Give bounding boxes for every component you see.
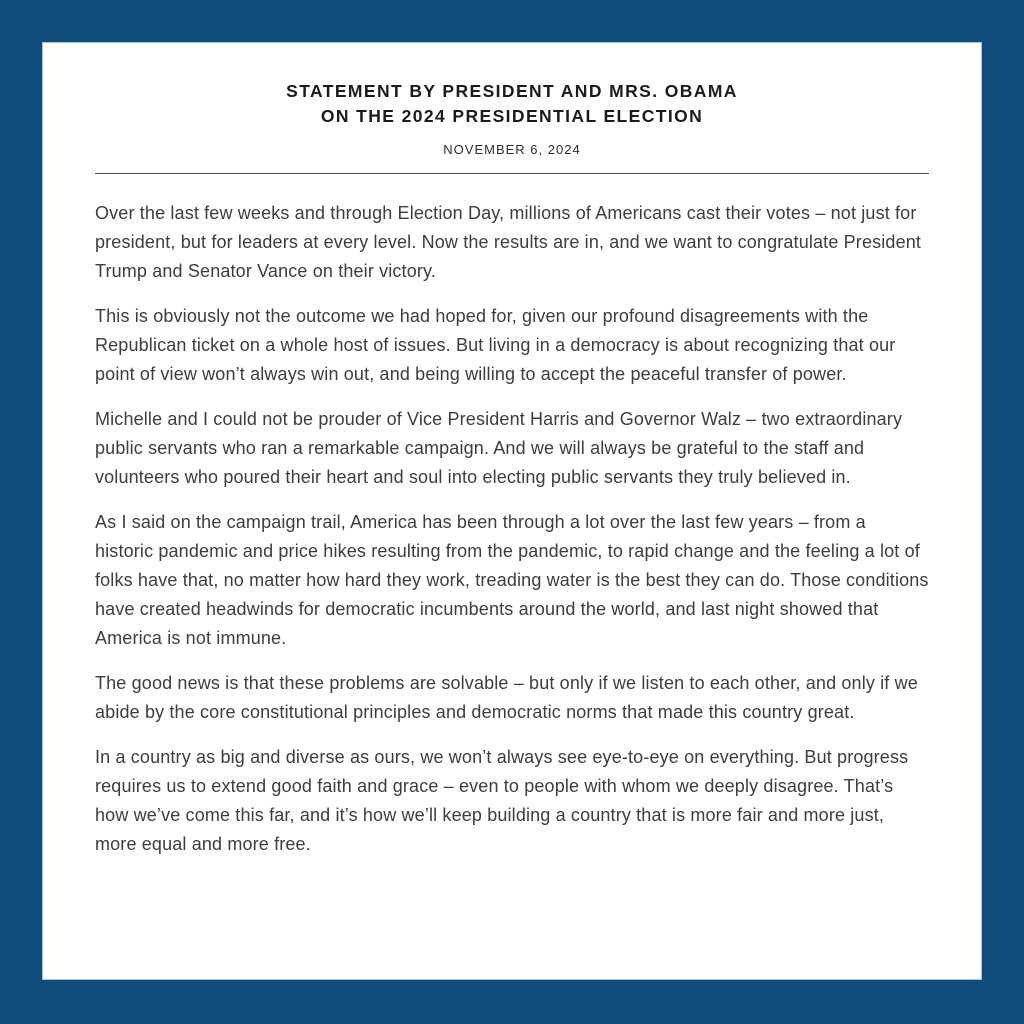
document-header xyxy=(95,43,929,174)
page-title xyxy=(95,79,929,129)
paragraph: As I said on the campaign trail, America has been through a lot over the last few years – from a historic pandemic and price hikes resulting from the pandemic, to rapid change and the feeling a lot of folks have that, no matter how hard they work, treading water is the best they can do. Those conditions have created headwinds for democratic incumbents around the world, and last night showed that America is not immune. xyxy=(95,512,929,648)
title-line-1: STATEMENT BY PRESIDENT AND MRS. OBAMA xyxy=(286,81,738,101)
paragraph: Michelle and I could not be prouder of Vice President Harris and Governor Walz – two extraordinary public servants who ran a remarkable campaign. And we will always be grateful to the staff and volunteers who poured their heart and soul into electing public servants they truly believed in. xyxy=(95,409,903,487)
statement-body xyxy=(95,174,929,859)
paragraph: Over the last few weeks and through Election Day, millions of Americans cast their votes – not just for president, but for leaders at every level. Now the results are in, and we want to congratulate President Trump and Senator Vance on their victory. xyxy=(95,203,922,281)
paragraph: The good news is that these problems are solvable – but only if we listen to each other, and only if we abide by the core constitutional principles and democratic norms that made this country great. xyxy=(95,673,918,722)
paragraph: This is obviously not the outcome we had hoped for, given our profound disagreements with the Republican ticket on a whole host of issues. But living in a democracy is about recognizing that our point of view won’t always win out, and being willing to accept the peaceful transfer of power. xyxy=(95,306,896,384)
title-line-2: ON THE 2024 PRESIDENTIAL ELECTION xyxy=(320,106,704,126)
statement-page xyxy=(42,42,982,980)
paragraph: In a country as big and diverse as ours, we won’t always see eye-to-eye on everything. But progress requires us to extend good faith and grace – even to people with whom we deeply disagree. That’s how we’ve come this far, and it’s how we’ll keep building a country that is more fair and more just, more equal and more free. xyxy=(95,747,909,854)
statement-date: NOVEMBER 6, 2024 xyxy=(443,142,581,157)
